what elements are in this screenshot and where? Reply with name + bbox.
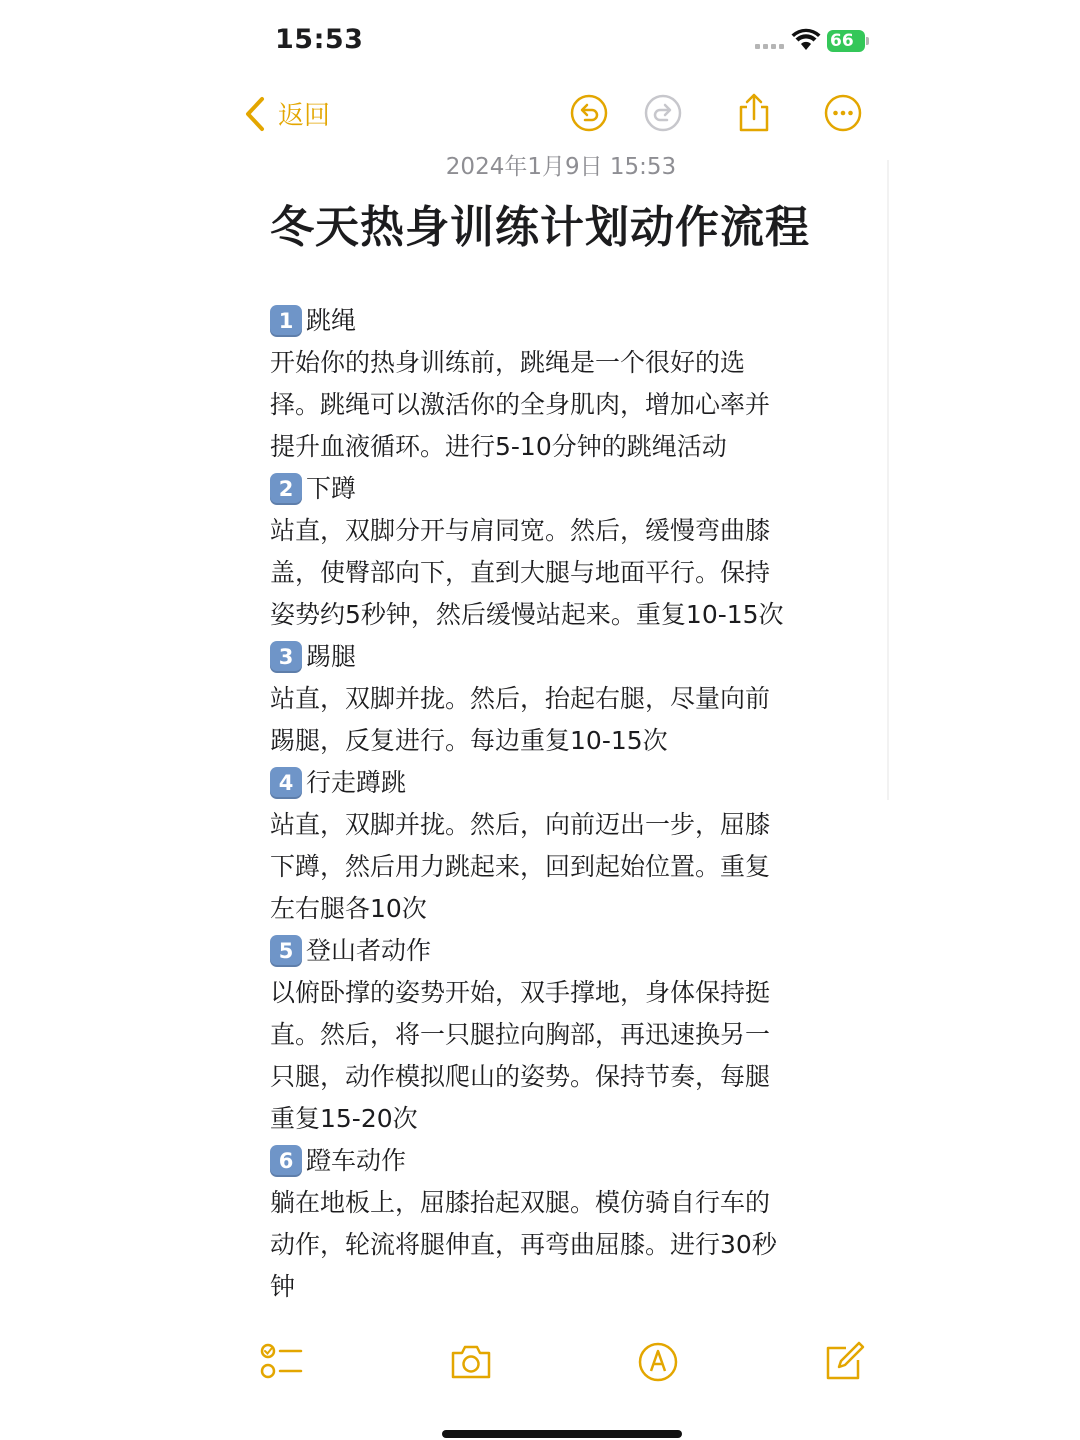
body-line: 钟 <box>270 1272 296 1301</box>
checklist-button[interactable] <box>259 1340 303 1384</box>
note-timestamp: 2024年1月9日 15:53 <box>445 154 677 180</box>
back-chevron-icon <box>244 96 266 132</box>
note-nav-bar <box>0 85 1080 145</box>
share-icon <box>734 93 774 133</box>
body-line: 以俯卧撑的姿势开始，双手撑地，身体保持挺 <box>270 978 771 1007</box>
back-label: 返回 <box>278 101 331 131</box>
section-heading-text: 行走蹲跳 <box>306 768 407 797</box>
body-line: 重复15-20次 <box>270 1104 418 1133</box>
note-title: 冬天热身训练计划动作流程 <box>270 202 810 253</box>
body-line: 直。然后，将一只腿拉向胸部，再迅速换另一 <box>270 1020 771 1049</box>
undo-icon <box>569 93 609 133</box>
checklist-icon <box>259 1340 303 1384</box>
body-line: 左右腿各10次 <box>270 894 427 923</box>
body-line: 站直，双脚并拢。然后，向前迈出一步，屈膝 <box>270 810 771 839</box>
redo-button[interactable] <box>643 93 683 133</box>
section-heading-text: 登山者动作 <box>306 936 432 965</box>
more-button[interactable] <box>823 93 863 133</box>
number-badge-icon: 5 <box>270 935 302 967</box>
markup-icon <box>636 1340 680 1384</box>
wifi-icon <box>791 28 821 52</box>
section-heading <box>270 300 855 342</box>
number-badge-icon: 6 <box>270 1145 302 1177</box>
section-heading <box>270 468 855 510</box>
body-line: 开始你的热身训练前，跳绳是一个很好的选 <box>270 348 746 377</box>
section-heading-text: 跳绳 <box>306 306 357 335</box>
section-heading <box>270 762 855 804</box>
camera-icon <box>449 1340 493 1384</box>
body-line: 动作，轮流将腿伸直，再弯曲屈膝。进行30秒 <box>270 1230 777 1259</box>
body-line: 盖，使臀部向下，直到大腿与地面平行。保持 <box>270 558 771 587</box>
section-heading-text: 蹬车动作 <box>306 1146 407 1175</box>
share-button[interactable] <box>734 93 774 133</box>
note-body[interactable] <box>270 300 855 1308</box>
body-line: 踢腿，反复进行。每边重复10-15次 <box>270 726 668 755</box>
section-heading <box>270 636 855 678</box>
body-line: 姿势约5秒钟，然后缓慢站起来。重复10-15次 <box>270 600 784 629</box>
body-line: 提升血液循环。进行5-10分钟的跳绳活动 <box>270 432 727 461</box>
redo-icon <box>643 93 683 133</box>
cellular-signal-icon <box>755 44 787 50</box>
status-time: 15:53 <box>275 24 364 55</box>
number-badge-icon: 4 <box>270 767 302 799</box>
bottom-toolbar <box>0 1340 1080 1390</box>
body-line: 只腿，动作模拟爬山的姿势。保持节奏，每腿 <box>270 1062 771 1091</box>
section-heading <box>270 1140 855 1182</box>
body-line: 择。跳绳可以激活你的全身肌肉，增加心率并 <box>270 390 771 419</box>
section-heading <box>270 930 855 972</box>
body-line: 躺在地板上，屈膝抬起双腿。模仿骑自行车的 <box>270 1188 771 1217</box>
number-badge-icon: 1 <box>270 305 302 337</box>
section-heading-text: 踢腿 <box>306 642 357 671</box>
number-badge-icon: 2 <box>270 473 302 505</box>
more-icon <box>823 93 863 133</box>
body-line: 下蹲，然后用力跳起来，回到起始位置。重复 <box>270 852 771 881</box>
compose-icon <box>822 1340 866 1384</box>
undo-button[interactable] <box>569 93 609 133</box>
section-heading-text: 下蹲 <box>306 474 357 503</box>
markup-button[interactable] <box>636 1340 680 1384</box>
battery-icon: 66 <box>827 30 865 52</box>
body-line: 站直，双脚并拢。然后，抬起右腿，尽量向前 <box>270 684 771 713</box>
compose-button[interactable] <box>822 1340 866 1384</box>
status-bar <box>0 0 1080 80</box>
number-badge-icon: 3 <box>270 641 302 673</box>
body-line: 站直，双脚分开与肩同宽。然后，缓慢弯曲膝 <box>270 516 771 545</box>
camera-button[interactable] <box>449 1340 493 1384</box>
scroll-track <box>887 160 889 800</box>
home-indicator[interactable] <box>442 1430 682 1438</box>
battery-tip <box>866 37 869 45</box>
back-button[interactable] <box>244 95 330 132</box>
